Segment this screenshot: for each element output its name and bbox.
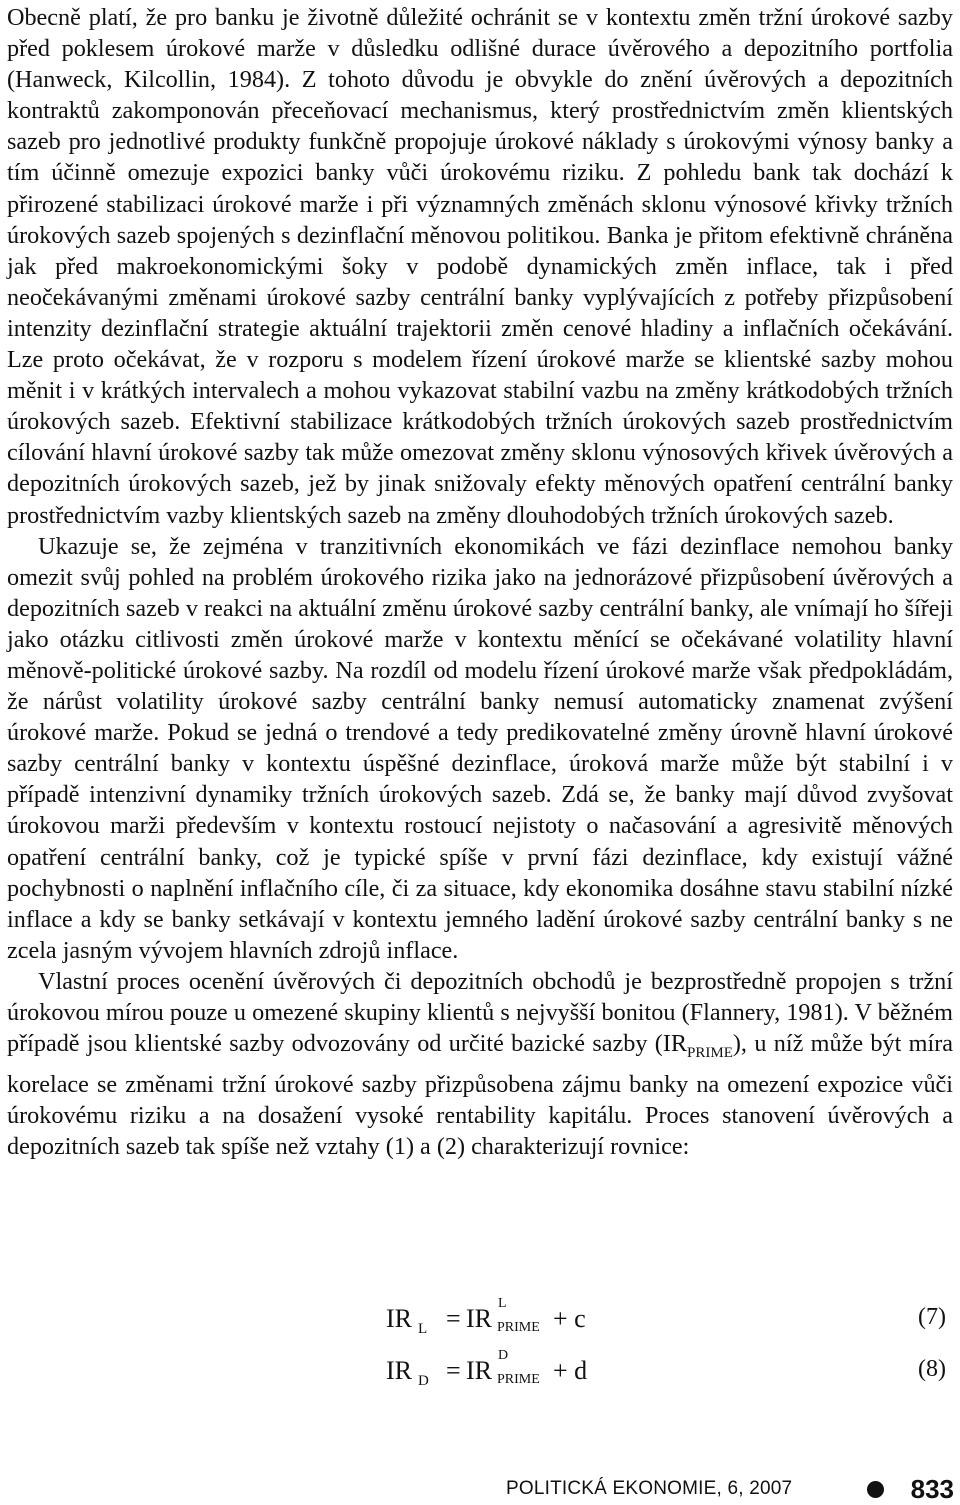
equation-rhs: IR <box>466 1304 492 1333</box>
bullet-dot <box>867 1481 884 1498</box>
paragraph-3-end: ), u níž může být míra korelace se změnami tržní úrokové sazby přizpůsobena zájmu banky na omezení expozice vůči úrokovému riziku a na dosažení vysoké rentability kapitálu. Proces stanovení úvěrových a depozitních sazeb tak spíše než vztahy (1) a (2) charakterizují rovnice: <box>7 1030 953 1161</box>
equals-sign: = <box>446 1304 461 1333</box>
equation-addend: + c <box>553 1304 586 1333</box>
journal-title: POLITICKÁ EKONOMIE, 6, 2007 <box>506 1478 793 1499</box>
equation-number: (8) <box>918 1356 946 1382</box>
equation-rhs-indices: L PRIME <box>497 1296 540 1335</box>
paragraph-2: Ukazuje se, že zejména v tranzitivních ekonomikách ve fázi dezinflace nemohou banky omezit svůj pohled na problém úrokového rizika jako na jednorázové přizpůsobení úvěrových a depozitních sazeb v reakci na aktuální změnu úrokové sazby centrální banky, ale vnímají ho šířeji jako otázku citlivosti změn úrokové marže v kontextu měnící se očekávané volatility hlavní měnově-politické úrokové sazby. Na rozdíl od modelu řízení úrokové marže však předpokládám, že nárůst volatility úrokové sazby centrální banky nemusí automaticky znamenat zvýšení úrokové marže. Pokud se jedná o trendové a tedy predikovatelné změny úrovně hlavní úrokové sazby centrální banky v kontextu úspěšné dezinflace, úroková marže může být stabilní i v případě intenzivní dynamiky tržních úrokových sazeb. Zdá se, že banky mají důvod zvyšovat úrokovou marži především v kontextu rostoucí nejistoty o načasování a agresivitě měnových opatření centrální banky, což je typické spíše v první fázi dezinflace, kdy existují vážné pochybnosti o naplnění inflačního cíle, či za situace, kdy ekonomika dosáhne stavu stabilní nízké inflace a kdy se banky setkávají v kontextu jemného ladění úrokové sazby centrální banky s ne zcela jasným vývojem hlavních zdrojů inflace. <box>7 532 953 964</box>
equation-8 <box>0 1348 946 1392</box>
equation-lhs: IR $_D$ <box>386 1356 429 1389</box>
paragraph-3-subscript: PRIME <box>687 1044 733 1061</box>
paragraph-3-start: Vlastní proces ocenění úvěrových či depozitních obchodů je bezprostředně propojen s tržní úrokovou mírou pouze u omezené skupiny klientů s nejvyšší bonitou (Flannery, 1981). V běžném případě jsou klientské sazby odvozovány od určité bazické sazby (IR <box>7 967 953 1058</box>
equation-number: (7) <box>918 1304 946 1330</box>
page-number: 833 <box>910 1474 954 1504</box>
equation-rhs: IR <box>466 1356 492 1385</box>
page-footer <box>506 1474 954 1504</box>
equation-lhs: IR $_L$ <box>386 1304 428 1337</box>
equation-7 <box>0 1296 946 1340</box>
equation-lhs-subscript: D <box>418 1373 429 1389</box>
equation-lhs-subscript: L <box>418 1321 428 1337</box>
equation-addend: + d <box>553 1356 588 1385</box>
equation-rhs-indices: D PRIME <box>497 1348 540 1387</box>
equals-sign: = <box>446 1356 461 1385</box>
paragraph-3 <box>7 966 953 1162</box>
paragraph-1: Obecně platí, že pro banku je životně důležité ochránit se v kontextu změn tržní úrokové sazby před poklesem úrokové marže v důsledku odlišné durace úvěrového a depozitního portfolia (Hanweck, Kilcollin, 1984). Z tohoto důvodu je obvykle do znění úvěrových a depozitních kontraktů zakomponován přeceňovací mechanismus, který prostřednictvím změn klientských sazeb pro jednotlivé produkty funkčně propojuje úrokové náklady s úrokovými výnosy banky a tím účinně omezuje expozici banky vůči úrokovému riziku. Z pohledu bank tak dochází k přirozené stabilizaci úrokové marže i při významných změnách sklonu výnosové křivky tržních úrokových sazeb spojených s dezinflační měnovou politikou. Banka je přitom efektivně chráněna jak před makroekonomickými šoky v podobě dynamických změn inflace, tak i před neočekávanými změnami úrokové sazby centrální banky vyplývajících z potřeby přizpůsobení intenzity dezinflační strategie aktuální trajektorii změn cenové hladiny a inflačních očekávání. Lze proto očekávat, že v rozporu s modelem řízení úrokové marže se klientské sazby mohou měnit i v krátkých intervalech a mohou vykazovat stabilní vazbu na změny krátkodobých tržních úrokových sazeb. Efektivní stabilizace krátkodobých tržních úrokových sazeb prostřednictvím cílování hlavní úrokové sazby tak může omezovat změny sklonu výnosových křivek úvěrových a depozitních úrokových sazeb, jež by jinak snižovaly efekty měnových opatření centrální banky prostřednictvím vazby klientských sazeb na změny dlouhodobých tržních úrokových sazeb. <box>7 4 953 529</box>
article-body <box>7 2 953 1162</box>
